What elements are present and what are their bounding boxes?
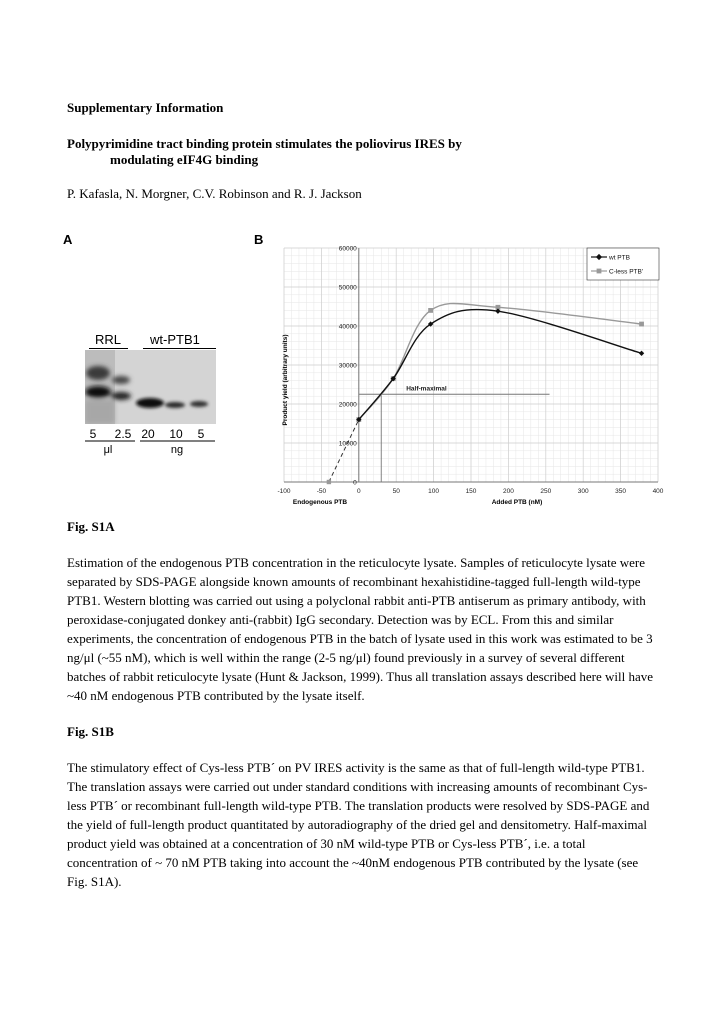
author-list: P. Kafasla, N. Morgner, C.V. Robinson and R. J. Jackson — [67, 186, 362, 201]
blot-lane-labels — [85, 426, 220, 458]
x-tick-label: 250 — [540, 488, 552, 495]
lane-label-4: 10 — [169, 427, 183, 441]
x-tick-label: -100 — [277, 488, 291, 495]
data-point-wt-ptb — [639, 351, 644, 356]
data-point-cless-ptb — [428, 308, 433, 313]
lane-label-2: 2.5 — [114, 427, 132, 441]
western-blot-image — [85, 350, 216, 424]
y-tick-label: 0 — [353, 479, 357, 487]
lane-label-1: 5 — [89, 427, 97, 441]
extrapolation-marker — [327, 480, 331, 484]
lane-label-5: 5 — [197, 427, 205, 441]
panel-a-label: A — [63, 232, 73, 247]
data-point-cless-ptb — [639, 322, 644, 327]
y-tick-label: 50000 — [338, 284, 357, 292]
x-tick-label: -50 — [316, 488, 327, 495]
series-line-cless-ptb — [359, 303, 642, 419]
x-axis-label-added: Added PTB (nM) — [491, 499, 543, 506]
y-tick-label: 10000 — [338, 440, 357, 448]
fig-s1b-heading: Fig. S1B — [67, 724, 114, 739]
fig-s1a-heading: Fig. S1A — [67, 519, 115, 534]
paper-title-line-2: modulating eIF4G binding — [110, 152, 259, 167]
x-tick-label: 400 — [652, 488, 664, 495]
unit-label-ng: ng — [170, 444, 184, 456]
fig-s1b-caption: The stimulatory effect of Cys-less PTB´ on PV IRES activity is the same as that of full-length wild-type PTB1. The translation assays were carried out under standard conditions with increasing amounts of recombinant Cys-less PTB´ or recombinant full-length wild-type PTB. The translation products were resolved by SDS-PAGE and the yield of full-length product quantitated by autoradiography of the dried gel and densitometry. Half-maximal product yield was obtained at a concentration of 30 nM wild-type PTB or Cys-less PTB´, i.e. a total concentration of ~ 70 nM PTB taking into account the ~40nM endogenous PTB contributed by the lysate (see Fig. S1A). — [67, 760, 650, 889]
y-tick-label: 30000 — [338, 362, 357, 370]
panel-b-label: B — [254, 232, 264, 247]
y-tick-label: 60000 — [338, 245, 357, 253]
x-tick-label: 150 — [465, 488, 477, 495]
half-maximal-label: Half-maximal — [406, 385, 447, 393]
lane-group-wt-ptb1: wt-PTB1 — [150, 332, 200, 347]
product-yield-chart — [270, 240, 670, 515]
fig-s1a-caption: Estimation of the endogenous PTB concentration in the reticulocyte lysate. Samples of reticulocyte lysate were separated by SDS-PAGE alongside known amounts of recombinant hexahistidine-tagged full-length wild-type PTB1. Western blotting was carried out using a polyclonal rabbit anti-PTB antiserum as primary antibody, with peroxidase-conjugated donkey anti-(rabbit) IgG secondary. Detection was by ECL. From this and similar experiments, the concentration of endogenous PTB in the batch of lysate used in this work was estimated to be 3 ng/μl (~55 nM), which is well within the range (2-5 ng/μl) found previously in a survey of several different batches of rabbit reticulocyte lysate (Hunt & Jackson, 1999). Thus all translation assays described here will have ~40 nM endogenous PTB contributed by the lysate itself. — [67, 555, 654, 703]
lane-label-3: 20 — [141, 427, 155, 441]
lane-group-wt-ptb1-bracket — [143, 348, 216, 349]
paper-title-line-1: Polypyrimidine tract binding protein stimulates the poliovirus IRES by — [67, 136, 462, 151]
unit-label-ul: μl — [103, 444, 113, 456]
x-tick-label: 0 — [356, 488, 361, 495]
section-title: Supplementary Information — [67, 100, 224, 115]
legend-marker-cless — [597, 269, 602, 274]
y-tick-label: 20000 — [338, 401, 357, 409]
x-tick-label: 100 — [428, 488, 440, 495]
x-tick-label: 200 — [502, 488, 514, 495]
x-tick-label: 350 — [615, 488, 627, 495]
x-tick-label: 300 — [577, 488, 589, 495]
lane-group-rrl: RRL — [95, 332, 122, 347]
y-tick-label: 40000 — [338, 323, 357, 331]
legend-label-wt: wt PTB — [609, 254, 630, 262]
legend-label-cless: C-less PTB' — [609, 268, 644, 276]
x-tick-label: 50 — [392, 488, 400, 495]
lane-group-rrl-bracket — [89, 348, 128, 349]
x-axis-label-endogenous: Endogenous PTB — [292, 499, 348, 506]
y-axis-label: Product yield (arbitrary units) — [282, 334, 289, 426]
